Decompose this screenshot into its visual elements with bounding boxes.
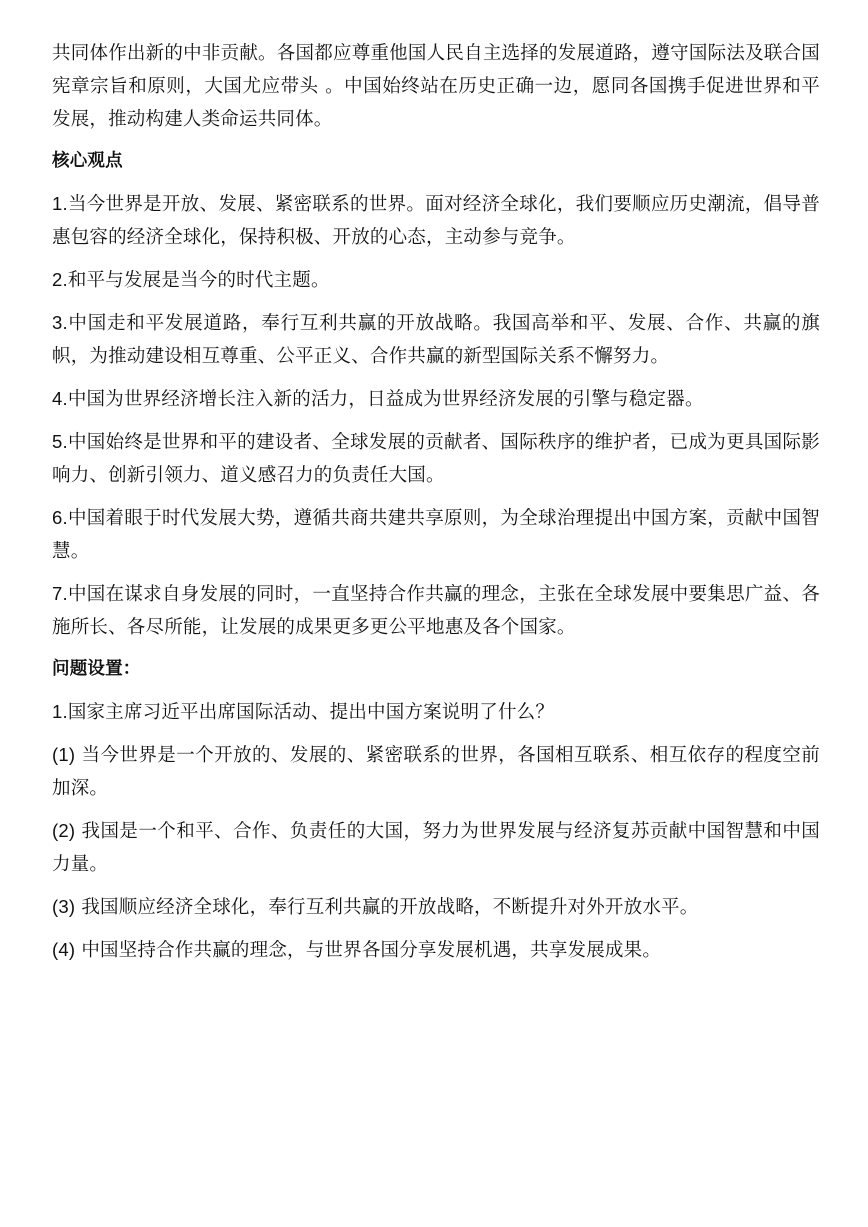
answer-3: [52, 890, 820, 924]
answer-text: 中国坚持合作共赢的理念，与世界各国分享发展机遇，共享发展成果。: [81, 940, 662, 961]
core-point-6: [52, 501, 820, 568]
core-points-heading: 核心观点: [52, 151, 123, 171]
core-point-2: [52, 263, 820, 297]
answer-text: 当今世界是一个开放的、发展的、紧密联系的世界，各国相互联系、相互依存的程度空前加深。: [52, 745, 820, 799]
core-point-text: 和平与发展是当今的时代主题。: [67, 270, 330, 291]
document-page: [52, 37, 820, 976]
core-point-number: 1.: [52, 193, 68, 214]
answer-number: (3): [52, 896, 76, 917]
answer-text: 我国顺应经济全球化，奉行互利共赢的开放战略，不断提升对外开放水平。: [81, 897, 699, 918]
question-1: [52, 695, 820, 729]
answer-1: [52, 738, 820, 805]
intro-paragraph: 共同体作出新的中非贡献。各国都应尊重他国人民自主选择的发展道路，遵守国际法及联合国宪章宗旨和原则，大国尤应带头 。中国始终站在历史正确一边，愿同各国携手促进世界和平发展，推动构建人类命运共同体。: [52, 43, 820, 130]
core-point-text: 中国始终是世界和平的建设者、全球发展的贡献者、国际秩序的维护者，已成为更具国际影响力、创新引领力、道义感召力的负责任大国。: [52, 432, 820, 486]
question-number: 1.: [52, 701, 68, 722]
answer-number: (2): [52, 820, 76, 841]
core-point-number: 4.: [52, 388, 68, 409]
question-text: 国家主席习近平出席国际活动、提出中国方案说明了什么？: [67, 702, 555, 723]
core-point-1: [52, 187, 820, 254]
core-point-number: 3.: [52, 312, 68, 333]
answer-text: 我国是一个和平、合作、负责任的大国，努力为世界发展与经济复苏贡献中国智慧和中国力量。: [52, 821, 820, 875]
answer-number: (1): [52, 744, 76, 765]
core-point-4: [52, 382, 820, 416]
question-heading: 问题设置：: [52, 659, 141, 679]
answer-number: (4): [52, 939, 76, 960]
core-point-text: 中国为世界经济增长注入新的活力，日益成为世界经济发展的引擎与稳定器。: [67, 389, 704, 410]
core-point-5: [52, 425, 820, 492]
core-point-3: [52, 306, 820, 373]
core-point-number: 2.: [52, 269, 68, 290]
answer-2: [52, 814, 820, 881]
core-point-text: 当今世界是开放、发展、紧密联系的世界。面对经济全球化，我们要顺应历史潮流，倡导普惠包容的经济全球化，保持积极、开放的心态，主动参与竞争。: [52, 194, 820, 248]
core-point-7: [52, 577, 820, 644]
core-point-number: 5.: [52, 431, 68, 452]
core-point-text: 中国在谋求自身发展的同时，一直坚持合作共赢的理念，主张在全球发展中要集思广益、各施所长、各尽所能，让发展的成果更多更公平地惠及各个国家。: [52, 584, 820, 638]
core-point-number: 6.: [52, 507, 68, 528]
core-point-text: 中国走和平发展道路，奉行互利共赢的开放战略。我国高举和平、发展、合作、共赢的旗帜，为推动建设相互尊重、公平正义、合作共赢的新型国际关系不懈努力。: [52, 313, 820, 367]
core-point-number: 7.: [52, 583, 68, 604]
answer-4: [52, 933, 820, 967]
core-point-text: 中国着眼于时代发展大势，遵循共商共建共享原则，为全球治理提出中国方案，贡献中国智慧。: [52, 508, 820, 562]
